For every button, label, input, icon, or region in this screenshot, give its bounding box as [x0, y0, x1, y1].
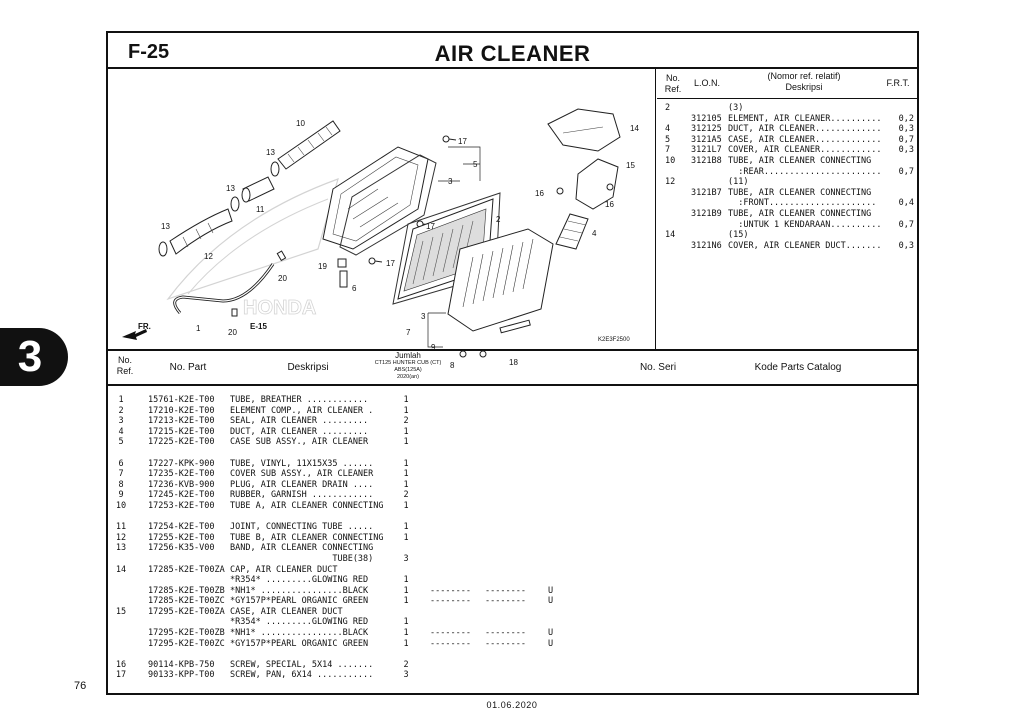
callout-13-low: 13 — [161, 222, 170, 231]
clip-20a-part — [277, 251, 285, 260]
table-row: 12 17255-K2E-T00 TUBE B, AIR CLEANER CONNECTING 1 — [115, 532, 409, 543]
callout-16-b: 16 — [605, 200, 614, 209]
callout-15: 15 — [626, 161, 635, 170]
ref-row: 2 (3) — [665, 103, 744, 113]
callout-20-a: 20 — [278, 274, 287, 283]
joint-connecting-tube-part — [242, 177, 274, 202]
ref-row: 4 312125 DUCT, AIR CLEANER............. 0,3 — [665, 124, 914, 135]
table-row: 9 17245-K2E-T00 RUBBER, GARNISH ............ 2 — [118, 490, 409, 501]
table-row: TUBE(38) 3 — [230, 553, 409, 564]
ref-hdr-noref: No. Ref. — [664, 73, 682, 94]
table-row: 11 17254-K2E-T00 JOINT, CONNECTING TUBE ..... 1 — [115, 522, 409, 533]
table-row-spacer — [108, 512, 917, 523]
ref-row: :UNTUK 1 KENDARAAN.......... 0,7 — [728, 219, 914, 230]
callout-14: 14 — [630, 124, 639, 133]
table-row: 16 90114-KPB-750 SCREW, SPECIAL, 5X14 ....... 2 — [115, 659, 409, 670]
table-row: 1 15761-K2E-T00 TUBE, BREATHER ............ 1 — [118, 395, 409, 405]
table-row: 6 17227-KPK-900 TUBE, VINYL, 11X15X35 ...... 1 — [118, 458, 409, 469]
tube-a-connecting-part — [278, 121, 340, 169]
ref-row: 5 3121A5 CASE, AIR CLEANER............. 0,7 — [665, 134, 914, 145]
ref-row: :REAR....................... 0,7 — [728, 166, 914, 177]
ref-row: 7 3121L7 COVER, AIR CLEANER............ 0,3 — [665, 145, 914, 156]
table-row: 17295-K2E-T00ZB *NH1* ................BLACK 1 -------- -------- U — [148, 628, 554, 639]
table-row: 10 17253-K2E-T00 TUBE A, AIR CLEANER CONNECTING 1 — [115, 500, 409, 511]
callout-1: 1 — [196, 324, 201, 333]
screw-16a-part — [557, 188, 563, 194]
callout-13-mid: 13 — [226, 184, 235, 193]
tube-b-connecting-part — [170, 209, 232, 254]
hdr-no-part: No. Part — [169, 362, 207, 373]
table-row: 2 17210-K2E-T00 ELEMENT COMP., AIR CLEANER . 1 — [118, 405, 409, 416]
callout-9: 9 — [431, 343, 436, 352]
band-13c-part — [159, 242, 167, 256]
air-cleaner-duct-part — [556, 214, 588, 249]
callout-17-c: 17 — [386, 259, 395, 268]
hdr-model: CT125 HUNTER CUB (CT) ABS(125A) 2020(an) — [374, 360, 442, 380]
page-number: 76 — [74, 680, 87, 692]
ref-row: 3121B9 TUBE, AIR CLEANER CONNECTING — [691, 208, 872, 219]
callout-16-a: 16 — [535, 189, 544, 198]
table-row: 17285-K2E-T00ZB *NH1* ................BLACK 1 -------- -------- U — [148, 585, 554, 596]
front-direction-arrow — [122, 322, 151, 340]
ref-hdr-frt: F.R.T. — [886, 78, 910, 88]
ref-hdr-lon: L.O.N. — [693, 78, 720, 88]
ref-row: 3121B7 TUBE, AIR CLEANER CONNECTING — [691, 187, 872, 198]
table-row-spacer — [108, 448, 917, 459]
ref-hdr-desc-top: (Nomor ref. relatif) — [767, 71, 841, 81]
callout-11: 11 — [256, 205, 265, 214]
callout-5: 5 — [473, 160, 478, 169]
callout-4: 4 — [592, 229, 597, 238]
callout-17-a: 17 — [458, 137, 467, 146]
table-row: 8 17236-KVB-900 PLUG, AIR CLEANER DRAIN .... 1 — [118, 479, 409, 490]
band-13b-part — [231, 197, 239, 211]
hdr-no-ref: No. Ref. — [116, 355, 134, 376]
ref-row: :FRONT..................... 0,4 — [728, 198, 914, 209]
ref-row: 10 3121B8 TUBE, AIR CLEANER CONNECTING — [665, 155, 872, 166]
hdr-no-seri: No. Seri — [639, 362, 677, 373]
table-row: 17285-K2E-T00ZC *GY157P*PEARL ORGANIC GREEN 1 -------- -------- U — [148, 596, 554, 607]
parts-table-body — [108, 395, 917, 681]
table-row: 15 17295-K2E-T00ZA CASE, AIR CLEANER DUCT — [115, 606, 343, 617]
publication-date: 01.06.2020 — [486, 700, 538, 710]
table-row: 14 17285-K2E-T00ZA CAP, AIR CLEANER DUCT — [115, 564, 338, 575]
table-row: 4 17215-K2E-T00 DUCT, AIR CLEANER ......... 1 — [118, 426, 409, 437]
table-row: 7 17235-K2E-T00 COVER SUB ASSY., AIR CLEANER 1 — [118, 469, 409, 480]
table-row: 5 17225-K2E-T00 CASE SUB ASSY., AIR CLEANER 1 — [118, 437, 409, 448]
callout-3-a: 3 — [448, 177, 453, 186]
ref-tag-e15: E-15 — [250, 322, 267, 331]
callout-17-b: 17 — [426, 222, 435, 231]
chapter-tab: 3 — [0, 328, 68, 386]
table-row: 13 17256-K35-V00 BAND, AIR CLEANER CONNECTING — [115, 543, 374, 554]
catalog-page-frame — [106, 31, 919, 695]
hdr-desc: Deskripsi — [287, 362, 329, 373]
table-row: *R354* .........GLOWING RED 1 — [230, 617, 409, 628]
callout-7: 7 — [406, 328, 411, 337]
diagram-divider — [655, 69, 656, 349]
screw-16b-part — [607, 184, 613, 190]
band-13a-part — [271, 162, 279, 176]
section-title: AIR CLEANER — [434, 41, 591, 66]
ref-row: 14 (15) — [665, 230, 749, 241]
vinyl-tube-part — [340, 271, 347, 287]
page-header — [108, 33, 917, 69]
callout-3-b: 3 — [421, 312, 426, 321]
callout-6: 6 — [352, 284, 357, 293]
parts-table-header — [108, 349, 917, 386]
callout-13-top: 13 — [266, 148, 275, 157]
ref-row: 12 (11) — [665, 177, 749, 188]
hdr-jumlah: Jumlah — [395, 351, 421, 360]
clip-20b-part — [232, 309, 237, 316]
table-row: *R354* .........GLOWING RED 1 — [230, 575, 409, 586]
ref-table-header — [657, 69, 917, 99]
rubber-garnish-part — [500, 320, 530, 333]
callout-10: 10 — [296, 119, 305, 128]
plug-part — [338, 259, 346, 267]
ref-row: 3121N6 COVER, AIR CLEANER DUCT....... 0,3 — [691, 240, 914, 251]
table-row-spacer — [108, 649, 917, 660]
callout-19: 19 — [318, 262, 327, 271]
air-cleaner-duct-cap-part — [548, 109, 620, 151]
svg-text:FR.: FR. — [138, 322, 151, 331]
table-row: 17295-K2E-T00ZC *GY157P*PEARL ORGANIC GREEN 1 -------- -------- U — [148, 638, 554, 649]
ref-row: 312105 ELEMENT, AIR CLEANER.......... 0,2 — [691, 113, 914, 124]
section-code: F-25 — [128, 41, 170, 63]
svg-text:HONDA: HONDA — [243, 297, 317, 319]
callout-18: 18 — [509, 358, 518, 367]
callout-12: 12 — [204, 252, 213, 261]
ref-hdr-desc: Deskripsi — [785, 82, 823, 92]
hdr-kode: Kode Parts Catalog — [754, 362, 842, 373]
table-row: 17 90133-KPP-T00 SCREW, PAN, 6X14 ........... 3 — [115, 670, 409, 681]
ref-table-body — [657, 103, 917, 303]
callout-8: 8 — [450, 361, 455, 370]
callout-20-b: 20 — [228, 328, 237, 337]
figure-code: K2E3F2500 — [598, 337, 630, 343]
callout-2: 2 — [496, 215, 501, 224]
table-row: 3 17213-K2E-T00 SEAL, AIR CLEANER ......... 2 — [118, 416, 409, 427]
